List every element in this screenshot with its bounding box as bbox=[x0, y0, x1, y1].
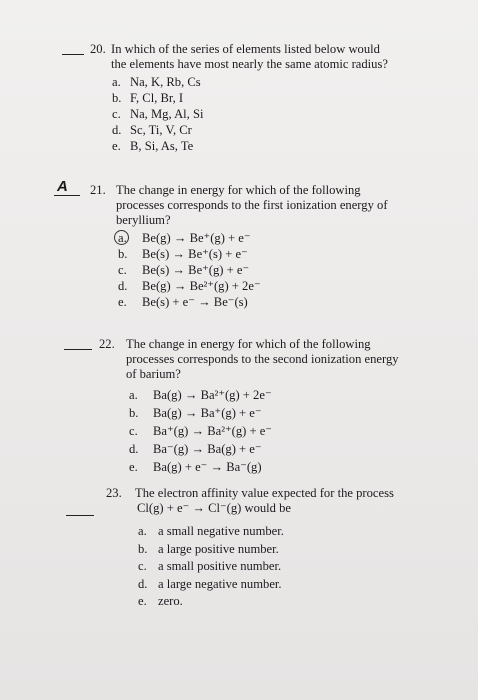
question-stem bbox=[116, 183, 388, 228]
question-22: 22. The change in energy for which of the following processes corresponds to the second ionization energy of barium? a. Ba(g) → Ba²⁺(g) + 2e⁻ b. Ba(g) → Ba⁺(g) + e⁻ c. Ba⁺(g) → Ba²⁺(g) + e⁻ d. Ba⁻(g) → Ba(g) + e⁻ e. Ba(g) + e⁻ → Ba⁻(g) bbox=[99, 337, 399, 474]
question-stem bbox=[135, 486, 394, 516]
stem-line: processes corresponds to the second ionization energy bbox=[126, 352, 399, 366]
question-number: 21. bbox=[90, 183, 106, 197]
handwritten-answer-21: A bbox=[57, 178, 68, 195]
stem-line: The change in energy for which of the following bbox=[126, 337, 371, 351]
stem-line: beryllium? bbox=[116, 213, 171, 227]
question-number: 22. bbox=[99, 337, 115, 351]
question-21: 21. The change in energy for which of the following processes corresponds to the first ionization energy of beryllium? a. Be(g) → Be⁺(g) + e⁻ b. Be(s) → Be⁺(s) + e⁻ c. Be(s) → Be⁺(g) + e⁻ d. Be(g) → Be²⁺(g) + 2e⁻ e. Be(s) + e⁻ → Be⁻(s) bbox=[90, 183, 388, 309]
stem-line: of barium? bbox=[126, 367, 181, 381]
stem-line: The electron affinity value expected for the process bbox=[135, 486, 394, 500]
question-stem bbox=[111, 42, 388, 72]
question-20: 20. In which of the series of elements listed below would the elements have most nearly the same atomic radius? a. Na, K, Rb, Cs b. F, Cl, Br, I c. Na, Mg, Al, Si d. Sc, Ti, V, Cr e. B, Si, As, Te bbox=[90, 42, 388, 153]
answer-blank-23[interactable] bbox=[66, 515, 94, 516]
question-number: 20. bbox=[90, 42, 106, 56]
stem-line: Cl(g) + e⁻ → Cl⁻(g) would be bbox=[137, 501, 292, 515]
answer-blank-21[interactable] bbox=[54, 195, 80, 196]
stem-line: the elements have most nearly the same atomic radius? bbox=[111, 57, 388, 71]
answer-blank-20[interactable] bbox=[62, 54, 84, 55]
stem-line: In which of the series of elements listed below would bbox=[111, 42, 380, 56]
stem-line: processes corresponds to the first ionization energy of bbox=[116, 198, 388, 212]
question-stem bbox=[126, 337, 399, 382]
question-23: 23. The electron affinity value expected for the process Cl(g) + e⁻ → Cl⁻(g) would be a. a small negative number. b. a large positive number. c. a small positive number. d. a large negative number. e. zero. bbox=[106, 486, 394, 608]
stem-line: The change in energy for which of the following bbox=[116, 183, 361, 197]
answer-blank-22[interactable] bbox=[64, 349, 92, 350]
question-number: 23. bbox=[106, 486, 122, 500]
